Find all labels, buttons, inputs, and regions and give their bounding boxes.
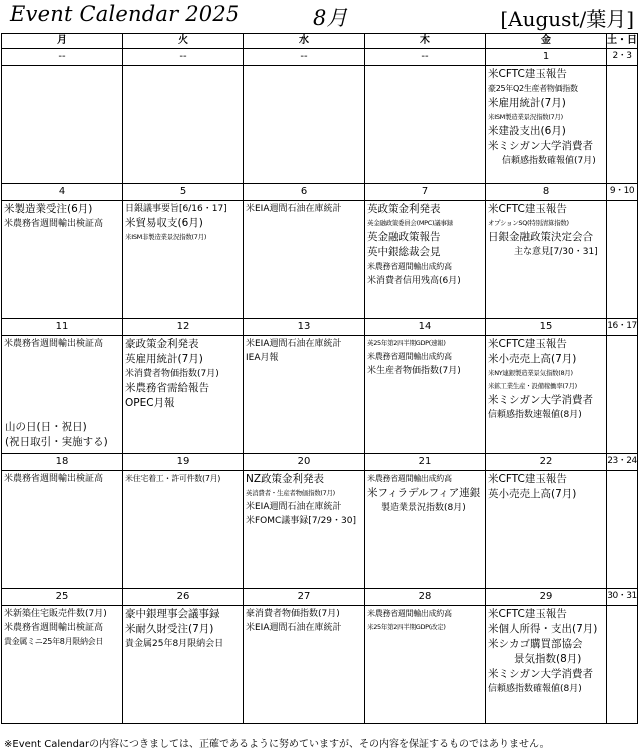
day-events-cell [123, 336, 244, 454]
weekday-header-row [2, 34, 638, 49]
event-item: 英中銀総裁会見 [367, 246, 441, 258]
day-number: -- [244, 49, 365, 66]
event-item: 英小売売上高(7月) [488, 488, 577, 500]
week-2-events-row [2, 201, 638, 319]
day-events-cell [244, 201, 365, 319]
day-number: 22 [486, 454, 607, 471]
event-item: 主な意見[7/30・31] [514, 247, 598, 257]
day-events-cell [123, 201, 244, 319]
weekend-dates: 16・17 [607, 319, 638, 336]
event-item: オプションSQ(特別清算指数) [488, 219, 569, 227]
week-3-events-row [2, 336, 638, 454]
weekday-fri: 金 [486, 34, 607, 49]
week-2-number-row [2, 184, 638, 201]
event-item: 豪政策金利発表 [125, 338, 199, 350]
day-number: 18 [2, 454, 123, 471]
event-item: 信頼感指数確報値(7月) [502, 156, 596, 166]
day-events-cell [486, 606, 607, 724]
weekend-dates: 30・31 [607, 589, 638, 606]
day-events-cell [123, 471, 244, 589]
event-item: 米ミシガン大学消費者 [488, 140, 593, 152]
day-number: 5 [123, 184, 244, 201]
day-number: 13 [244, 319, 365, 336]
weekday-weekend: 土・日 [607, 34, 638, 49]
day-number: 21 [365, 454, 486, 471]
day-events-cell [244, 471, 365, 589]
event-item: 米小売売上高(7月) [488, 353, 577, 365]
holiday-label: 山の日(日・祝日) [5, 421, 87, 433]
weekday-tue: 火 [123, 34, 244, 49]
event-item: 豪中銀理事会議事録 [125, 608, 220, 620]
event-item: 米個人所得・支出(7月) [488, 623, 598, 635]
day-events-cell [2, 606, 123, 724]
event-item: 米農務省週間輸出検証高 [4, 474, 104, 484]
day-events-cell [365, 201, 486, 319]
event-item: 米農務省需給報告 [125, 382, 209, 394]
calendar-month-name: [August/葉月] [500, 7, 634, 31]
event-item: 米耐久財受注(7月) [125, 623, 214, 635]
day-number: 8 [486, 184, 607, 201]
day-events-cell [2, 336, 123, 454]
event-item: IEA月報 [246, 353, 279, 363]
event-item: NZ政策金利発表 [246, 473, 325, 485]
day-number: 27 [244, 589, 365, 606]
event-item: 米ISM非製造業景況指数(7月) [125, 233, 207, 241]
weekday-wed: 水 [244, 34, 365, 49]
event-item: 景気指数(8月) [514, 653, 582, 665]
event-item: 米CFTC建玉報告 [488, 338, 567, 350]
day-number: 4 [2, 184, 123, 201]
day-events-cell [244, 336, 365, 454]
event-item: 米雇用統計(7月) [488, 97, 566, 109]
week-5-events-row [2, 606, 638, 724]
event-item: 米新築住宅販売件数(7月) [4, 609, 107, 619]
calendar-title: Event Calendar 2025 [10, 2, 240, 26]
day-events-cell [2, 201, 123, 319]
day-number: 29 [486, 589, 607, 606]
day-events-cell [123, 66, 244, 184]
weekend-cell [607, 201, 638, 319]
day-number: 11 [2, 319, 123, 336]
day-number: 20 [244, 454, 365, 471]
day-number: 14 [365, 319, 486, 336]
day-events-cell [365, 66, 486, 184]
day-number: -- [2, 49, 123, 66]
event-item: 日銀金融政策決定会合 [488, 231, 593, 243]
weekend-cell [607, 606, 638, 724]
event-item: 米CFTC建玉報告 [488, 203, 567, 215]
event-item: 貴金属ミニ25年8月限納会日 [4, 637, 104, 646]
event-item: 英消費者・生産者物価指数(7月) [246, 489, 335, 497]
day-events-cell [365, 471, 486, 589]
event-item: 米CFTC建玉報告 [488, 68, 567, 80]
event-item: 米農務省週間輸出検証高 [4, 623, 104, 633]
day-events-cell [365, 606, 486, 724]
weekend-dates: 9・10 [607, 184, 638, 201]
event-item: 米鉱工業生産・設備稼働率(7月) [488, 382, 577, 390]
event-item: 米EIA週間石油在庫統計 [246, 204, 342, 214]
event-item: 米EIA週間石油在庫統計 [246, 623, 342, 633]
event-item: 豪消費者物価指数(7月) [246, 609, 340, 619]
weekend-dates: 23・24 [607, 454, 638, 471]
event-item: 貴金属25年8月限納会日 [125, 639, 224, 649]
disclaimer-footer: ※Event Calendarの内容につきましては、正確であるように努めていますが、その内容を保証するものではありません。 [4, 739, 550, 750]
event-item: 米建設支出(6月) [488, 125, 566, 137]
event-item: 米製造業受注(6月) [4, 203, 93, 215]
day-events-cell [244, 66, 365, 184]
event-item: 英雇用統計(7月) [125, 353, 203, 365]
event-item: 米農務省週間輸出成約高 [367, 262, 452, 271]
day-events-cell [123, 606, 244, 724]
event-item: 米農務省週間輸出検証高 [4, 219, 104, 229]
day-events-cell [365, 336, 486, 454]
weekday-thu: 木 [365, 34, 486, 49]
day-events-cell [486, 336, 607, 454]
week-4-number-row [2, 454, 638, 471]
event-item: 米農務省週間輸出成約高 [367, 352, 452, 361]
event-item: 日銀議事要旨[6/16・17] [125, 204, 227, 214]
holiday-label: (祝日取引・実施する) [5, 436, 108, 448]
event-item: 英金融政策委員会(MPC)議事録 [367, 219, 453, 227]
event-item: 豪25年Q2生産者物価指数 [488, 84, 578, 93]
event-item: 米住宅着工・許可件数(7月) [125, 474, 221, 483]
day-number: 26 [123, 589, 244, 606]
day-number: 28 [365, 589, 486, 606]
weekday-mon: 月 [2, 34, 123, 49]
event-item: 米貿易収支(6月) [125, 217, 203, 229]
week-5-number-row [2, 589, 638, 606]
event-item: 米フィラデルフィア連銀 [367, 487, 481, 499]
event-item: 英政策金利発表 [367, 203, 441, 215]
weekend-cell [607, 336, 638, 454]
event-item: 米シカゴ購買部協会 [488, 638, 583, 650]
day-events-cell [486, 201, 607, 319]
event-item: OPEC月報 [125, 397, 175, 409]
event-item: 米農務省週間輸出検証高 [4, 339, 104, 349]
calendar-month: 8月 [313, 6, 348, 30]
event-item: 米ミシガン大学消費者 [488, 394, 593, 406]
day-number: 12 [123, 319, 244, 336]
event-item: 英金融政策報告 [367, 231, 441, 243]
event-item: 信頼感指数確報値(8月) [488, 684, 582, 694]
day-events-cell [2, 66, 123, 184]
calendar-header [0, 0, 638, 33]
event-item: 米ISM製造業景況指数(7月) [488, 113, 563, 121]
day-number: -- [365, 49, 486, 66]
week-3-number-row [2, 319, 638, 336]
day-number: 25 [2, 589, 123, 606]
event-item: 米EIA週間石油在庫統計 [246, 502, 342, 512]
week-4-events-row [2, 471, 638, 589]
day-events-cell [486, 66, 607, 184]
event-item: 米消費者物価指数(7月) [125, 369, 219, 379]
event-item: 製造業景況指数(8月) [381, 503, 466, 513]
event-item: 米農務省週間輸出成約高 [367, 474, 452, 483]
event-item: 米農務省週間輸出成約高 [367, 609, 452, 618]
event-item: 米ミシガン大学消費者 [488, 668, 593, 680]
event-item: 米25年第2四半期GDP(改定) [367, 623, 446, 631]
event-item: 信頼感指数速報値(8月) [488, 410, 582, 420]
day-events-cell [486, 471, 607, 589]
day-events-cell [244, 606, 365, 724]
day-events-cell [2, 471, 123, 589]
day-number: 7 [365, 184, 486, 201]
event-item: 米CFTC建玉報告 [488, 473, 567, 485]
week-1-number-row [2, 49, 638, 66]
day-number: 1 [486, 49, 607, 66]
holiday-note [5, 420, 108, 450]
day-number: 6 [244, 184, 365, 201]
day-number: -- [123, 49, 244, 66]
event-item: 米消費者信用残高(6月) [367, 276, 461, 286]
weekend-dates: 2・3 [607, 49, 638, 66]
event-item: 米CFTC建玉報告 [488, 608, 567, 620]
day-number: 15 [486, 319, 607, 336]
event-item: 米EIA週間石油在庫統計 [246, 339, 342, 349]
week-1-events-row [2, 66, 638, 184]
event-item: 米NY連銀製造業景気指数(8月) [488, 369, 573, 377]
day-number: 19 [123, 454, 244, 471]
event-item: 英25年第2四半期GDP(速報) [367, 339, 446, 347]
calendar-grid [1, 33, 638, 724]
weekend-cell [607, 471, 638, 589]
event-item: 米FOMC議事録[7/29・30] [246, 516, 356, 526]
event-item: 米生産者物価指数(7月) [367, 366, 461, 376]
weekend-cell [607, 66, 638, 184]
